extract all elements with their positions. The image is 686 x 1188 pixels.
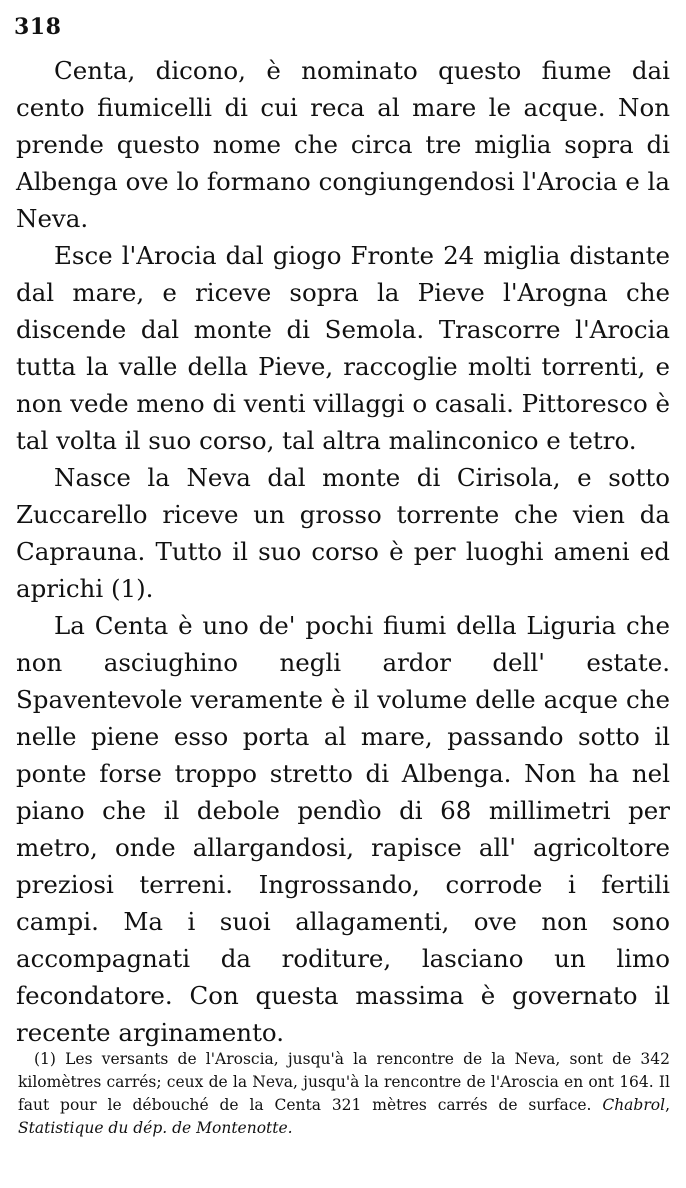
footnote-work: Statistique du dép. de Montenotte.: [18, 1119, 293, 1137]
page-number: 318: [14, 14, 62, 40]
footnote-block: [18, 1048, 670, 1140]
main-text: [16, 52, 670, 1051]
paragraph-arocia: Esce l'Arocia dal giogo Fronte 24 miglia distante dal mare, e riceve sopra la Pieve l'Arogna che discende dal monte di Semola. Trascorre l'Arocia tutta la valle della Pieve, raccoglie molti torrenti, e non vede meno di venti villaggi o casali. Pittoresco è tal volta il suo corso, tal altra malinconico e tetro.: [16, 241, 670, 455]
paragraph-centa-name: Centa, dicono, è nominato questo fiume dai cento fiumicelli di cui reca al mare le acque. Non prende questo nome che circa tre miglia sopra di Albenga ove lo formano congiungendosi l'Arocia e la Neva.: [16, 56, 670, 233]
paragraph-neva: Nasce la Neva dal monte di Cirisola, e sotto Zuccarello riceve un grosso torrente che vien da Caprauna. Tutto il suo corso è per luoghi ameni ed aprichi (1).: [16, 463, 670, 603]
footnote-author: Chabrol: [602, 1096, 666, 1114]
footnote-1: (1) Les versants de l'Aroscia, jusqu'à la rencontre de la Neva, sont de 342 kilomètres carrés; ceux de la Neva, jusqu'à la rencontre de l'Aroscia en ont 164. Il faut pour le débouché de la Centa 321 mètres carrés de surface. Chabrol, Statistique du dép. de Montenotte.: [18, 1050, 670, 1137]
footnote-text: (1) Les versants de l'Aroscia, jusqu'à la rencontre de la Neva, sont de 342 kilomètres carrés; ceux de la Neva, jusqu'à la rencontre de l'Aroscia en ont 164. Il faut pour le débouché de la Centa 321 mètres carrés de surface.: [18, 1050, 670, 1114]
paragraph-centa-river: La Centa è uno de' pochi fiumi della Liguria che non asciughino negli ardor dell' estate. Spaventevole veramente è il volume delle acque che nelle piene esso porta al mare, passando sotto il ponte forse troppo stretto di Albenga. Non ha nel piano che il debole pendìo di 68 millimetri per metro, onde allargandosi, rapisce all' agricoltore preziosi terreni. Ingrossando, corrode i fertili campi. Ma i suoi allagamenti, ove non sono accompagnati da roditure, lasciano un limo fecondatore. Con questa massima è governato il recente arginamento.: [16, 611, 670, 1047]
